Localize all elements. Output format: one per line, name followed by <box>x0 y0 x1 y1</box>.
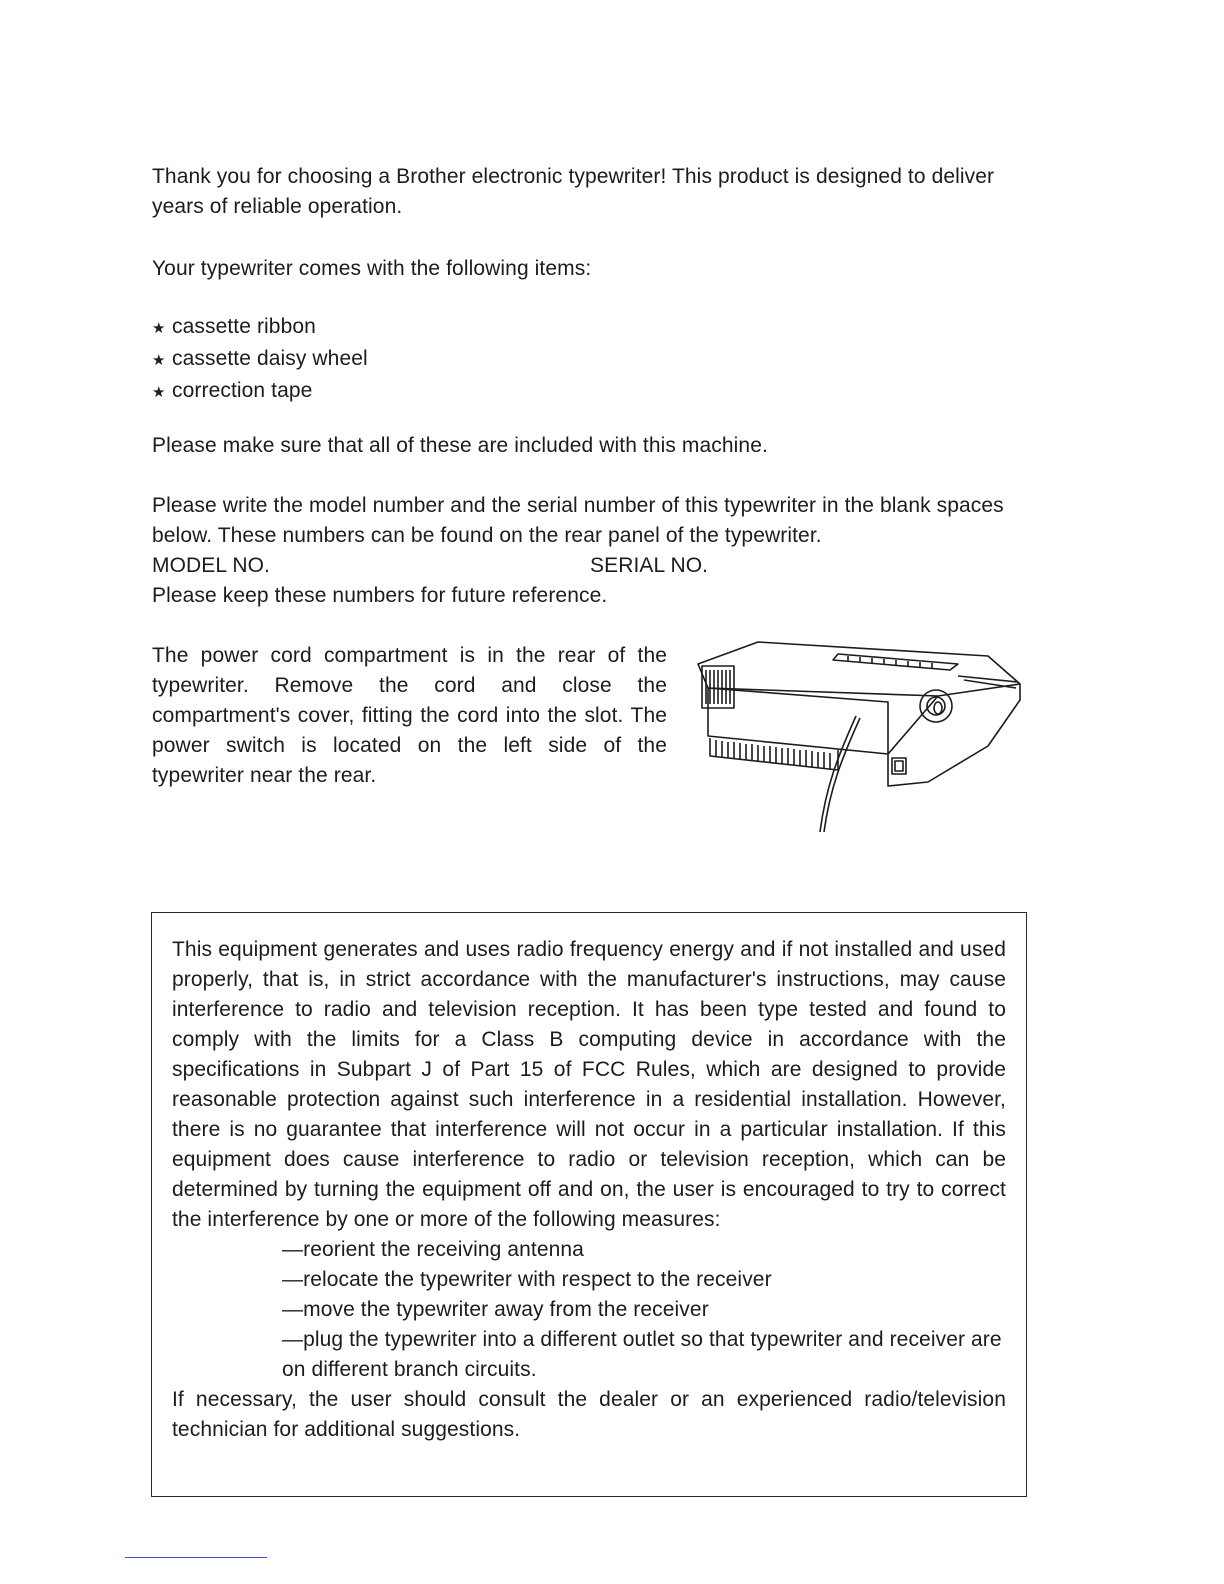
intro-paragraph: Thank you for choosing a Brother electronic typewriter! This product is designed to deliver years of reliable operation. <box>152 165 995 218</box>
keep-numbers-text: Please keep these numbers for future reference. <box>152 584 608 607</box>
star-bullet-icon: ★ <box>152 384 166 401</box>
list-item: —relocate the typewriter with respect to the receiver <box>282 1268 772 1291</box>
check-included-text: Please make sure that all of these are included with this machine. <box>152 434 768 457</box>
star-bullet-icon: ★ <box>152 320 166 337</box>
list-item: ★ cassette daisy wheel <box>152 344 1032 376</box>
model-number-label: MODEL NO. <box>152 554 270 577</box>
list-item: —reorient the receiving antenna <box>282 1238 584 1261</box>
model-instructions: Please write the model number and the serial number of this typewriter in the blank spaces below. These numbers can be found on the rear panel of the typewriter. <box>152 494 1004 547</box>
fcc-notice-box <box>151 912 1027 1497</box>
items-heading: Your typewriter comes with the following items: <box>152 257 592 280</box>
footer-rule <box>125 1557 267 1558</box>
typewriter-illustration <box>688 636 1024 832</box>
power-cord-paragraph: The power cord compartment is in the rear of the typewriter. Remove the cord and close the compartment's cover, fitting the cord into the slot. The power switch is located on the left side of the typewriter near the rear. <box>152 644 667 787</box>
included-items-list <box>152 312 1032 408</box>
measures-list <box>172 1235 1006 1385</box>
model-serial-section <box>152 491 1032 611</box>
list-item: —plug the typewriter into a different outlet so that typewriter and receiver are on different branch circuits. <box>282 1328 1002 1381</box>
fcc-notice-text: This equipment generates and uses radio frequency energy and if not installed and used properly, that is, in strict accordance with the manufacturer's instructions, may cause interference to radio and television reception. It has been type tested and found to comply with the limits for a Class B computing device in accordance with the specifications in Subpart J of Part 15 of FCC Rules, which are designed to provide reasonable protection against such interference in a residential installation. However, there is no guarantee that interference will not occur in a particular installation. If this equipment does cause interference to radio or television reception, which can be determined by turning the equipment off and on, the user is encouraged to try to correct the interference by one or more of the following measures: <box>172 938 1006 1231</box>
list-item: ★ correction tape <box>152 376 1032 408</box>
star-bullet-icon: ★ <box>152 352 166 369</box>
list-item: ★ cassette ribbon <box>152 312 1032 344</box>
number-fields <box>152 551 1032 581</box>
list-item: —move the typewriter away from the receiver <box>282 1298 709 1321</box>
fcc-closing-text: If necessary, the user should consult the dealer or an experienced radio/television technician for additional suggestions. <box>172 1388 1006 1441</box>
serial-number-label: SERIAL NO. <box>590 554 709 577</box>
